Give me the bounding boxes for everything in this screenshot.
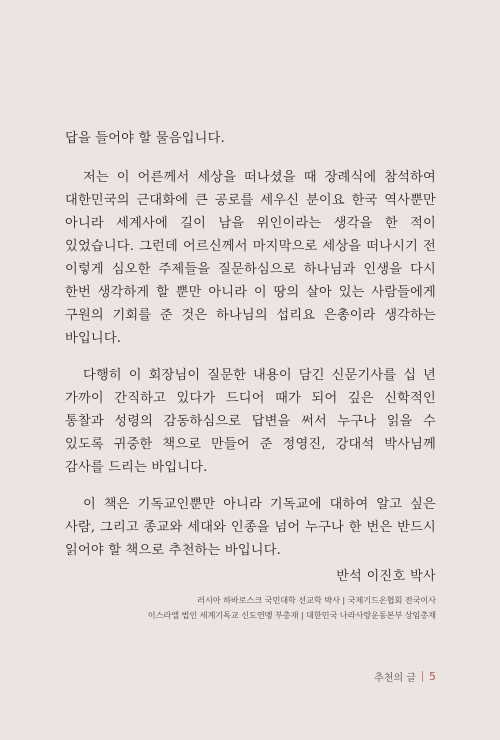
author-credentials-line: 러시아 하바로스크 국민대학 선교학 박사 | 국제기드온협회 전국이사 bbox=[197, 595, 436, 605]
signature-block bbox=[148, 565, 436, 623]
section-title: 추천의 글 bbox=[374, 673, 416, 684]
author-name: 반석 이진호 박사 bbox=[336, 569, 436, 584]
paragraph: 이 책은 기독교인뿐만 아니라 기독교에 대하여 알고 싶은 사람, 그리고 종교와 세대와 인종을 넘어 누구나 한 번은 반드시 읽어야 할 책으로 추천하는 바입니다. bbox=[65, 497, 436, 558]
paragraph: 저는 이 어른께서 세상을 떠나셨을 때 장례식에 참석하여 대한민국의 근대화에 큰 공로를 세우신 분이요 한국 역사뿐만 아니라 세계사에 길이 남을 위인이라는 생각을 한 적이 있었습니다. 그런데 어르신께서 마지막으로 세상을 떠나시기 전 이렇게 심오한 주제들을 질문하심으로 하나님과 인생을 다시 한번 생각하게 할 뿐만 아니라 이 땅의 살아 있는 사람들에게 구원의 기회를 준 것은 하나님의 섭리요 은총이라 생각하는 바입니다. bbox=[65, 170, 436, 346]
paragraph: 다행히 이 회장님이 질문한 내용이 담긴 신문기사를 십 년 가까이 간직하고 있다가 드디어 때가 되어 깊은 신학적인 통찰과 성령의 감동하심으로 답변을 써서 누구나 읽을 수 있도록 귀중한 책으로 만들어 준 정영진, 강대석 박사님께 감사를 드리는 바입니다. bbox=[65, 368, 436, 475]
page-footer bbox=[374, 669, 436, 684]
paragraph-continuation: 답을 들어야 할 물음입니다. bbox=[65, 131, 225, 146]
page-number: 5 bbox=[429, 670, 436, 683]
author-credentials-line: 이스라엘 법인 세계기독교 신도연맹 부총재 | 대한민국 나라사랑운동본부 상임총재 bbox=[147, 610, 436, 620]
footer-divider bbox=[422, 671, 423, 682]
body-text bbox=[65, 127, 436, 576]
